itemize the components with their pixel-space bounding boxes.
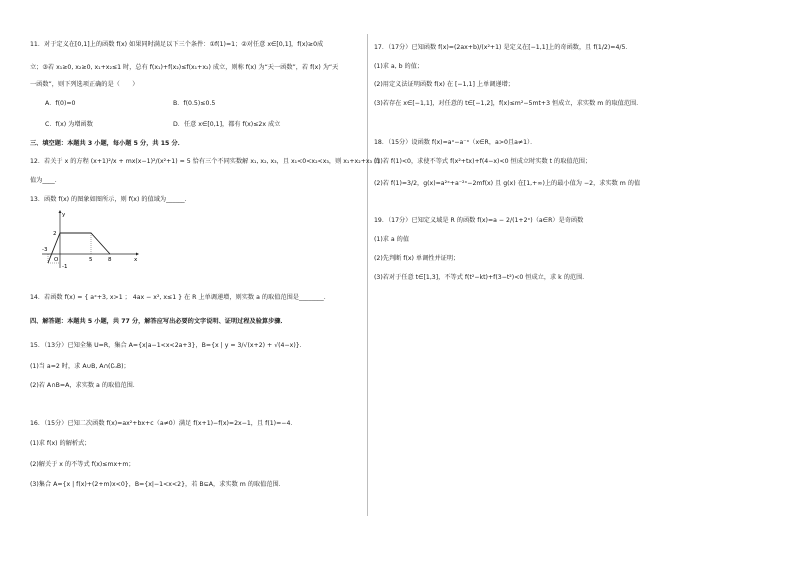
q11-line2: 立；③若 x₁≥0, x₂≥0, x₁+x₂≤1 时，总有 f(x₁)+f(x₂)≤f(x₁+x₂) 成立，则称 f(x) 为“天一函数”，若 f(x) 为“天: [30, 64, 339, 71]
x-axis-arrow-icon: [136, 253, 139, 256]
q11-option-d: D．任意 x∈[0,1]，都有 f(x)≤2x 成立: [173, 121, 281, 128]
section4-heading: 四、解答题：本题共 5 小题，共 77 分，解答应写出必要的文字说明、证明过程及验算步骤．: [30, 318, 287, 325]
function-graph: [40, 208, 140, 270]
q16-line3: (2)解关于 x 的不等式 f(x)≤mx+m；: [30, 461, 135, 468]
q15-line1: 15．（13分）已知全集 U=R，集合 A={x|a−1<x<2a+3}，B={x | y = 3/√(x+2) + √(4−x)}．: [30, 342, 306, 349]
q16-line2: (1)求 f(x) 的解析式；: [30, 440, 91, 447]
q16-line4: (3)集合 A={x | f(x)+(2+m)x<0}，B={x|−1<x<2}，若 B⊆A，求实数 m 的取值范围．: [30, 481, 285, 488]
column-divider: [367, 34, 368, 516]
q18-line1: 18．（15分）设函数 f(x)=aˣ−a⁻ˣ（x∈R，a>0且a≠1）．: [374, 139, 537, 146]
q19-line2: (1)求 a 的值: [374, 236, 410, 243]
left-column: [30, 0, 381, 562]
q14-line1: 14．若函数 f(x) = { aˣ+3, x>1 ； 4ax − x², x≤1 } 在 R 上单调递增，则实数 a 的取值范围是________．: [30, 294, 330, 301]
q11-option-a: A．f(0)=0: [45, 100, 76, 107]
x-axis-label: x: [134, 257, 138, 263]
q11-line3: 一函数”，则下列选项正确的是（ ）: [30, 81, 139, 88]
q18-line2: (1)若 f(1)<0，求使不等式 f(x²+tx)+f(4−x)<0 恒成立时实数 t 的取值范围；: [374, 158, 592, 165]
q12-line1: 12．若关于 x 的方程 (x+1)²/x + mx(x−1)²/(x²+1) = 5 恰有三个不同实数解 x₁, x₂, x₃，且 x₁<0<x₂<x₃，则 x₁+x₂+x₃ 的: [30, 158, 381, 165]
q19-line1: 19．（17分）已知定义域是 R 的函数 f(x)=a − 2/(1+2ˣ)（a∈R）是奇函数: [374, 217, 584, 224]
tick-neg3: -3: [42, 247, 48, 253]
q12-line2: 值为____．: [30, 177, 61, 184]
origin-label: O: [54, 257, 59, 263]
q11-option-c: C．f(x) 为增函数: [45, 121, 93, 128]
q18-line3: (2)若 f(1)=3/2，g(x)=a²ˣ+a⁻²ˣ−2mf(x) 且 g(x) 在[1,+∞)上的最小值为 −2，求实数 m 的值: [374, 180, 641, 187]
tick-5: 5: [89, 257, 93, 263]
section3-heading: 三、填空题：本题共 3 小题，每小题 5 分，共 15 分．: [30, 140, 184, 147]
q17-line4: (3)若存在 x∈[−1,1]，对任意的 t∈[−1,2]，f(x)≤m²−5mt+3 恒成立，求实数 m 的取值范围．: [374, 100, 643, 107]
q17-line3: (2)用定义法证明函数 f(x) 在 [−1,1] 上单调递增；: [374, 81, 514, 88]
q19-line4: (3)若对于任意 t∈[1,3]，不等式 f(t²−kt)+f(3−t²)<0 恒成立，求 k 的范围．: [374, 274, 589, 281]
q15-line2: (1)当 a=2 时，求 A∪B, A∩(∁ᵤB)；: [30, 363, 130, 370]
q15-line3: (2)若 A∩B=A，求实数 a 的取值范围．: [30, 382, 139, 389]
q16-line1: 16．（15分）已知二次函数 f(x)=ax²+bx+c（a≠0）满足 f(x+1)−f(x)=2x−1，且 f(1)=−4．: [30, 420, 297, 427]
tick-2: 2: [53, 231, 57, 237]
right-column: [374, 0, 766, 562]
y-axis-label: y: [62, 212, 66, 218]
q13-line1: 13．函数 f(x) 的图象如图所示，则 f(x) 的值域为______．: [30, 196, 191, 203]
q19-line3: (2)先判断 f(x) 单调性并证明；: [374, 255, 460, 262]
q17-line2: (1)求 a, b 的值；: [374, 63, 424, 70]
tick-neg1: -1: [62, 264, 68, 270]
q11-option-b: B．f(0.5)≤0.5: [173, 100, 216, 107]
q17-line1: 17．（17分）已知函数 f(x)=(2ax+b)/(x²+1) 是定义在[−1,1]上的奇函数，且 f(1/2)=4/5．: [374, 44, 632, 51]
q11-line1: 11．对于定义在[0,1]上的函数 f(x) 如果同时满足以下三个条件：①f(1)=1；②对任意 x∈[0,1]，f(x)≥0成: [30, 41, 324, 48]
tick-8: 8: [108, 257, 112, 263]
